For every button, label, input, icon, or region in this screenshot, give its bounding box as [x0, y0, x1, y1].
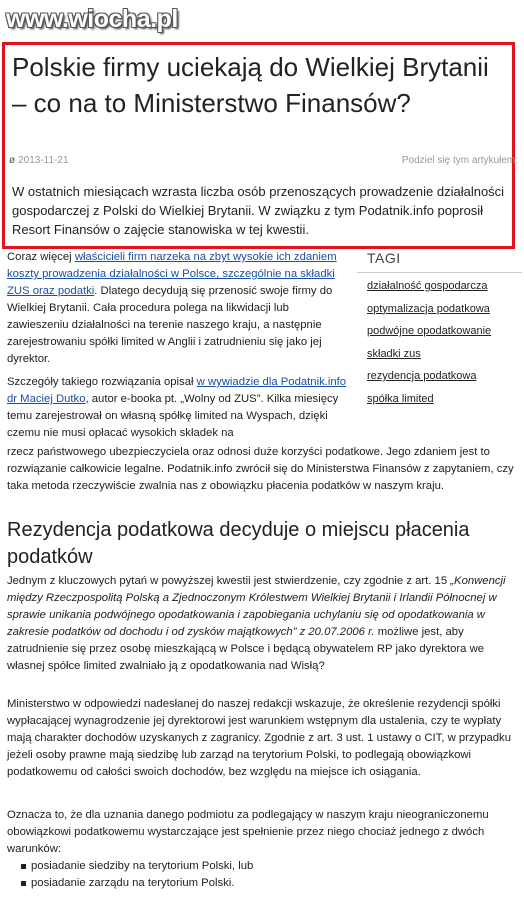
- tag-link-podwojne-opodatkowanie[interactable]: podwójne opodatkowanie: [367, 325, 492, 337]
- article-title: Polskie firmy uciekają do Wielkiej Brytanii – co na to Ministerstwo Finansów?: [12, 52, 489, 118]
- paragraph-2: [7, 374, 352, 442]
- tag-link-spolka-limited[interactable]: spółka limited: [367, 392, 434, 405]
- section-heading: Rezydencja podatkowa decyduje o miejscu płacenia podatków: [7, 519, 470, 568]
- paragraph-2-intro: Szczegóły takiego rozwiązania opisał: [7, 376, 197, 388]
- tag-item: [367, 303, 522, 326]
- article-body-column: [7, 249, 352, 448]
- article-date-text: 2013-11-21: [18, 155, 69, 166]
- tags-sidebar: [357, 246, 522, 415]
- article-lead: W ostatnich miesiącach wzrasta liczba osób przenoszących prowadzenie działalności gospodarczej z Polski do Wielkiej Brytanii. W związku z tym Podatnik.info poprosił Resort Finansów o zajęcie stanowiska w tej kwestii.: [12, 184, 505, 237]
- link-wywiad-dutko[interactable]: w wywiadzie dla Podatnik.info dr Maciej Dutko: [7, 376, 347, 405]
- list-item: posiadanie siedziby na terytorium Polski, lub: [21, 858, 517, 875]
- paragraph-4: Ministerstwo w odpowiedzi nadesłanej do naszej redakcji wskazuje, że określenie rezydencji spółki wypłacającej wynagrodzenie jej dyrektorowi jest warunkiem wstępnym dla ustalenia, czy te wypłaty mają charakter dochodów uzyskanych z zagranicy. Zgodnie z art. 3 ust. 1 ustawy o CIT, w przypadku jeżeli osoby prawne mają siedzibę lub zarząd na terytorium Polski, to podlegają obowiązkowi podatkowemu od całości swoich dochodów, bez względu na miejsce ich osiągania.: [7, 698, 511, 778]
- tag-item: [367, 370, 522, 393]
- tag-link-dzialalnosc-gospodarcza[interactable]: działalność gospodarcza: [367, 280, 488, 292]
- article-date: [9, 155, 69, 166]
- tag-item: [367, 280, 522, 303]
- paragraph-1-intro: Coraz więcej: [7, 251, 75, 263]
- tag-item: [367, 348, 522, 371]
- paragraph-2-continued: rzecz państwowego ubezpieczyciela oraz odnosi duże korzyści podatkowe. Jego zdaniem jest to rozwiązanie całkowicie legalne. Podatnik.info zwrócił się do Ministerstwa Finansów z zapytaniem, czy taka metoda rzeczywiście zwalnia nas z obowiązku płacenia podatków w naszym kraju.: [7, 446, 514, 492]
- article-header-box: [2, 42, 518, 249]
- tags-list: [357, 280, 522, 415]
- tag-link-rezydencja-podatkowa[interactable]: rezydencja podatkowa: [367, 370, 477, 382]
- tags-title: TAGI: [357, 246, 522, 273]
- tag-item: [367, 325, 522, 348]
- site-watermark: www.wiocha.pl: [6, 5, 178, 33]
- paragraph-1: [7, 249, 352, 368]
- paragraph-5: Oznacza to, że dla uznania danego podmiotu za podlegający w naszym kraju nieograniczonemu obowiązkowi podatkowemu wystarczające jest spełnienie przez niego chociaż jednego z dwóch warunków:: [7, 809, 489, 855]
- share-label: Podziel się tym artykułem:: [401, 155, 518, 166]
- list-item: posiadanie zarządu na terytorium Polski.: [21, 875, 517, 892]
- conditions-list: [7, 858, 517, 892]
- tag-link-skladki-zus[interactable]: składki zus: [367, 347, 421, 360]
- date-bullet-icon: ø: [9, 155, 16, 166]
- convention-title: „Konwencji między Rzeczpospolitą Polską a Zjednoczonym Królestwem Wielkiej Brytanii i Irlandii Północnej w sprawie unikania podwójnego opodatkowania i zapobiegania uchylaniu się od opodatkowania w zakresie podatków od dochodu i od zysków majątkowych” z 20.07.2006 r.: [7, 575, 506, 638]
- paragraph-3-text: możliwe jest, aby zatrudnienie się przez osobę mieszkającą w Polsce i będącą obywatelem RP jako dyrektora we własnej spółce limited zwalniało ją z opodatkowania nad Wisłą?: [7, 626, 485, 672]
- paragraph-3: [7, 573, 517, 675]
- tag-link-optymalizacja-podatkowa[interactable]: optymalizacja podatkowa: [367, 302, 490, 315]
- paragraph-2-text: , autor e-booka pt. „Wolny od ZUS”. Kilka miesięcy temu zarejestrował on własną spółkę limited na Wyspach, dzięki czemu nie musi opłacać wysokich składek na: [7, 393, 339, 439]
- tag-item: [367, 393, 522, 416]
- paragraph-1-text: . Dlatego decydują się przenosić swoje firmy do Wielkiej Brytanii. Cała procedura polega na likwidacji lub zawieszeniu działalności na terenie naszego kraju, a następnie zarejestrowaniu spółki limited w Anglii i zatrudnieniu się jako jej dyrektor.: [7, 285, 333, 365]
- link-koszty-prowadzenia[interactable]: właścicieli firm narzeka na zbyt wysokie ich zdaniem koszty prowadzenia działalności w Polsce, szczególnie na składki ZUS oraz podatki: [7, 251, 337, 297]
- paragraph-3-intro: Jednym z kluczowych pytań w powyższej kwestii jest stwierdzenie, czy zgodnie z art. 15: [7, 575, 451, 587]
- article-meta: [9, 155, 518, 169]
